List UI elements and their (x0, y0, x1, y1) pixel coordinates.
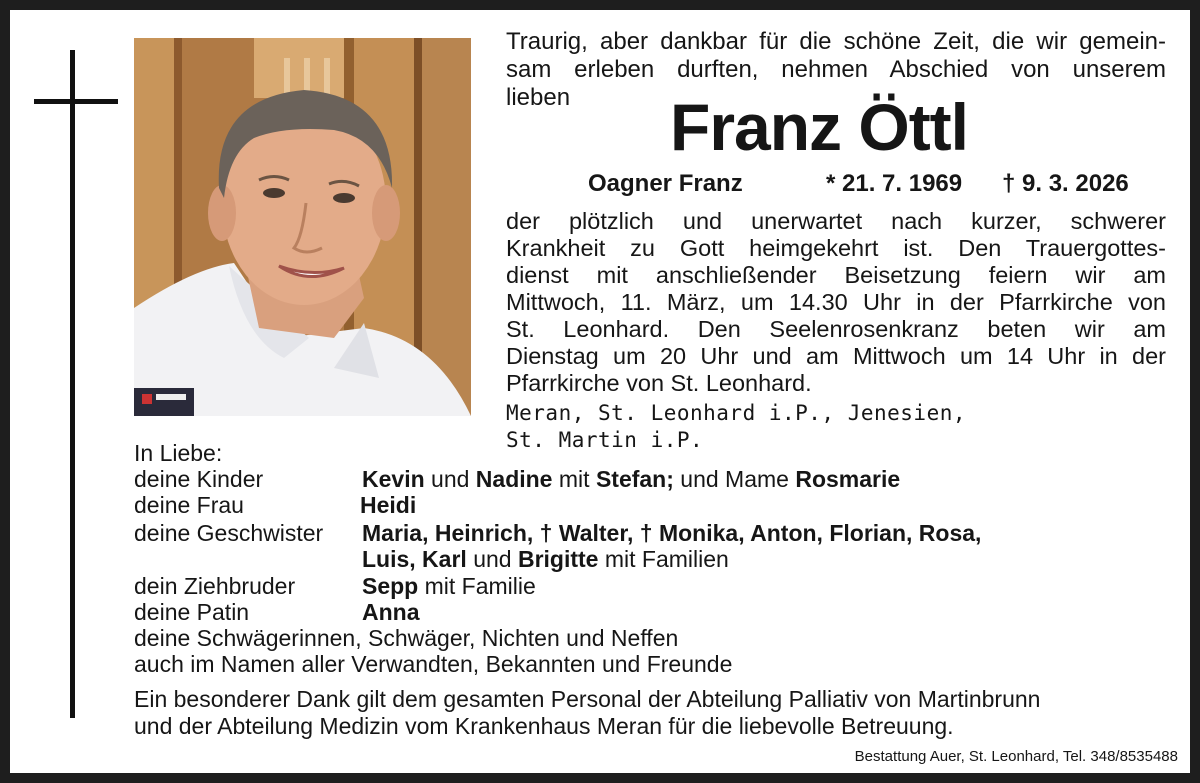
connector-text: und (424, 466, 476, 492)
foster-brother (362, 573, 536, 599)
siblings-line (362, 546, 729, 572)
cross-icon-bar (34, 99, 118, 104)
announcement-line: der plötzlich und unerwartet nach kurzer, schwerer (506, 208, 1166, 234)
announcement-line: St. Leonhard. Den Seelenrosenkranz beten wir am (506, 316, 1166, 342)
portrait-photo (134, 38, 471, 416)
intro-line: lieben (506, 84, 571, 111)
connector-text: und Mame (673, 466, 796, 492)
relatives: auch im Namen aller Verwandten, Bekannten und Freunde (134, 651, 733, 677)
wife-label: deine Frau (134, 492, 244, 518)
deceased-name: Franz Öttl (670, 90, 968, 164)
announcement-line: Dienstag um 20 Uhr und am Mittwoch um 14 Uhr in der (506, 343, 1166, 369)
mother-name: Rosmarie (795, 466, 901, 492)
connector-text: und (466, 546, 518, 572)
children-label: deine Kinder (134, 466, 264, 492)
children-names (362, 466, 900, 492)
family-heading: In Liebe: (134, 440, 223, 466)
announcement-line: Krankheit zu Gott heimgekehrt ist. Den Trauergottes- (506, 235, 1166, 261)
intro-line: Traurig, aber dankbar für die schöne Zeit, die wir gemein- (506, 28, 1166, 55)
wife-name: Heidi (360, 492, 417, 518)
places (506, 400, 966, 454)
sibling-names: Luis, Karl (362, 546, 467, 572)
thanks-line: und der Abteilung Medizin vom Krankenhaus Meran für die liebevolle Betreuung. (134, 713, 954, 739)
foster-brother-name: Sepp (362, 573, 419, 599)
godmother-label: deine Patin (134, 599, 250, 625)
cross-icon (70, 50, 75, 718)
connector-text: mit Familien (598, 546, 729, 572)
announcement-line: Pfarrkirche von St. Leonhard. (506, 370, 812, 396)
child-name: Kevin (362, 466, 425, 492)
partner-name: Stefan; (595, 466, 674, 492)
connector-text: mit Familie (418, 573, 536, 599)
child-name: Nadine (475, 466, 553, 492)
undertaker-contact: Bestattung Auer, St. Leonhard, Tel. 348/8535488 (854, 748, 1178, 765)
intro-line: sam erleben durften, nehmen Abschied von unserem (506, 56, 1166, 83)
obituary-notice (10, 10, 1190, 773)
announcement-line: Mittwoch, 11. März, um 14.30 Uhr in der Pfarrkirche von (506, 289, 1166, 315)
places-line: Meran, St. Leonhard i.P., Jenesien, (506, 401, 967, 425)
connector-text: mit (552, 466, 596, 492)
announcement-line: dienst mit anschließender Beisetzung feiern wir am (506, 262, 1166, 288)
death-date: † 9. 3. 2026 (1002, 170, 1129, 197)
thanks-line: Ein besonderer Dank gilt dem gesamten Personal der Abteilung Palliativ von Martinbrunn (134, 686, 1041, 712)
places-line: St. Martin i.P. (506, 428, 704, 452)
in-laws: deine Schwägerinnen, Schwäger, Nichten und Neffen (134, 625, 679, 651)
birth-date: * 21. 7. 1969 (826, 170, 963, 197)
godmother-name: Anna (362, 599, 420, 625)
siblings-label: deine Geschwister (134, 520, 324, 546)
announcement-text (506, 208, 1166, 397)
siblings-line: Maria, Heinrich, † Walter, † Monika, Anton, Florian, Rosa, (362, 520, 982, 546)
deceased-nickname: Oagner Franz (588, 170, 743, 197)
sibling-name: Brigitte (517, 546, 599, 572)
foster-brother-label: dein Ziehbruder (134, 573, 296, 599)
